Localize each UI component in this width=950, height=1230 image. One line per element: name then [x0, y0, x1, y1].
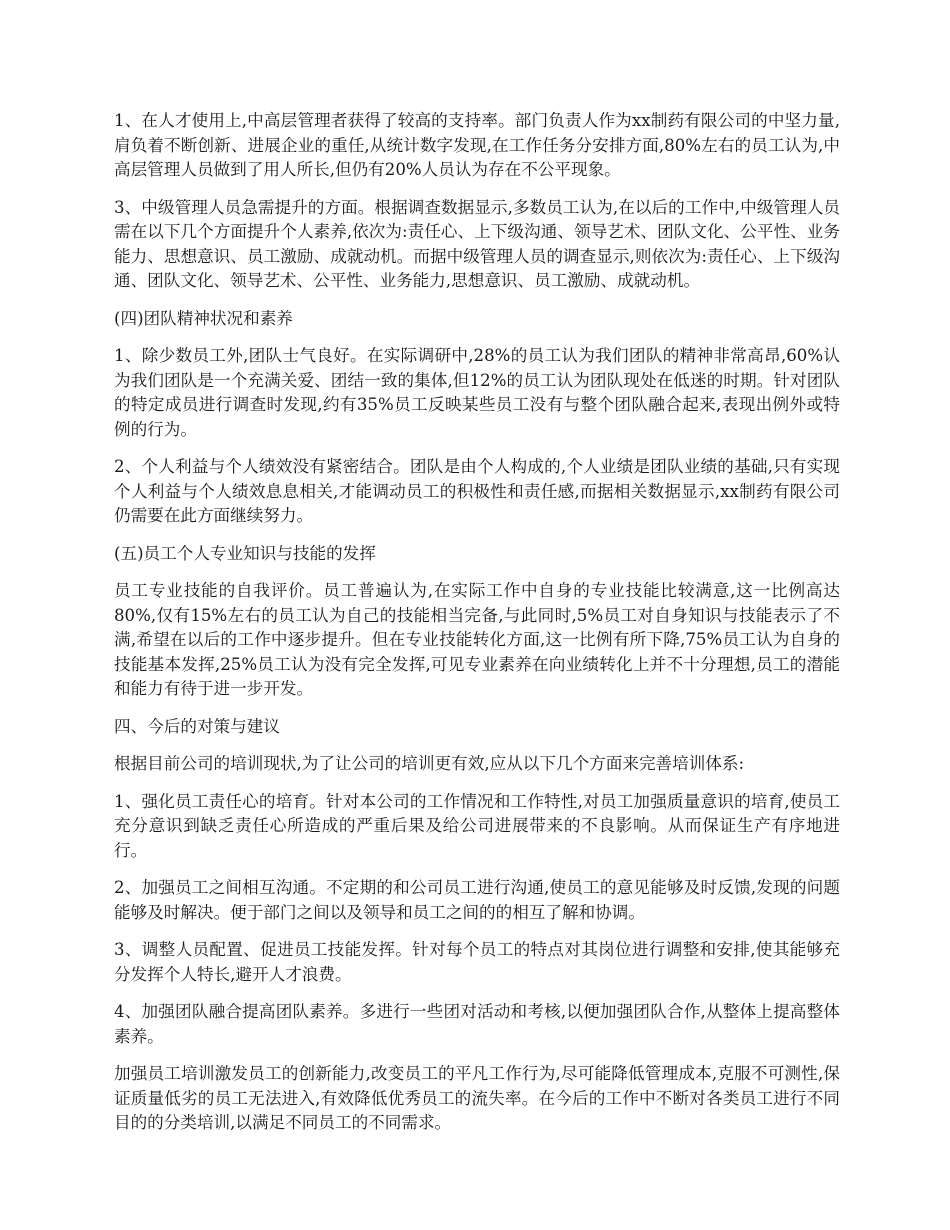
- paragraph-team-morale: 1、除少数员工外,团队士气良好。在实际调研中,28%的员工认为我们团队的精神非常高昂,60%认为我们团队是一个充满关爱、团结一致的集体,但12%的员工认为团队现处在低迷的时期。针对团队的特定成员进行调查时发现,约有35%员工反映某些员工没有与整个团队融合起来,表现出例外或特例的行为。: [114, 346, 840, 439]
- paragraph-mid-level-improvement: 3、中级管理人员急需提升的方面。根据调查数据显示,多数员工认为,在以后的工作中,中级管理人员需在以下几个方面提升个人素养,依次为:责任心、上下级沟通、领导艺术、团队文化、公平性、业务能力、思想意识、员工激励、成就动机。而据中级管理人员的调查显示,则依次为:责任心、上下级沟通、团队文化、领导艺术、公平性、业务能力,思想意识、员工激励、成就动机。: [114, 197, 840, 290]
- paragraph-talent-usage: 1、在人才使用上,中高层管理者获得了较高的支持率。部门负责人作为xx制药有限公司的中坚力量,肩负着不断创新、进展企业的重任,从统计数字发现,在工作任务分安排方面,80%左右的员工认为,中高层管理人员做到了用人所长,但仍有20%人员认为存在不公平现象。: [114, 111, 840, 179]
- paragraph-skill-self-evaluation: 员工专业技能的自我评价。员工普遍认为,在实际工作中自身的专业技能比较满意,这一比例高达80%,仅有15%左右的员工认为自己的技能相当完备,与此同时,5%员工对自身知识与技能表示了不满,希望在以后的工作中逐步提升。但在专业技能转化方面,这一比例有所下降,75%员工认为自身的技能基本发挥,25%员工认为没有完全发挥,可见专业素养在向业绩转化上并不十分理想,员工的潜能和能力有待于进一步开发。: [114, 581, 840, 698]
- section-heading-team-spirit: (四)团队精神状况和素养: [114, 308, 293, 328]
- paragraph-conclusion: 加强员工培训激发员工的创新能力,改变员工的平凡工作行为,尽可能降低管理成本,克服不可测性,保证质量低劣的员工无法进入,有效降低优秀员工的流失率。在今后的工作中不断对各类员工进行不同目的的分类培训,以满足不同员工的不同需求。: [114, 1064, 840, 1132]
- section-heading-countermeasures: 四、今后的对策与建议: [114, 716, 280, 736]
- document-body: [114, 109, 840, 1149]
- paragraph-individual-interest: 2、个人利益与个人绩效没有紧密结合。团队是由个人构成的,个人业绩是团队业绩的基础,只有实现个人利益与个人绩效息息相关,才能调动员工的积极性和责任感,而据相关数据显示,xx制药有限公司仍需要在此方面继续努力。: [114, 457, 840, 525]
- paragraph-training-intro: 根据目前公司的培训现状,为了让公司的培训更有效,应从以下几个方面来完善培训体系:: [114, 754, 745, 773]
- paragraph-communication: 2、加强员工之间相互沟通。不定期的和公司员工进行沟通,使员工的意见能够及时反馈,发现的问题能够及时解决。便于部门之间以及领导和员工之间的的相互了解和协调。: [114, 878, 840, 922]
- section-heading-professional-skills: (五)员工个人专业知识与技能的发挥: [114, 543, 376, 563]
- paragraph-responsibility: 1、强化员工责任心的培育。针对本公司的工作情况和工作特性,对员工加强质量意识的培育,使员工充分意识到缺乏责任心所造成的严重后果及给公司进展带来的不良影响。从而保证生产有序地进行。: [114, 791, 840, 860]
- paragraph-staffing: 3、调整人员配置、促进员工技能发挥。针对每个员工的特点对其岗位进行调整和安排,使其能够充分发挥个人特长,避开人才浪费。: [114, 940, 840, 984]
- paragraph-team-integration: 4、加强团队融合提高团队素养。多进行一些团对活动和考核,以便加强团队合作,从整体上提高整体素养。: [114, 1002, 840, 1046]
